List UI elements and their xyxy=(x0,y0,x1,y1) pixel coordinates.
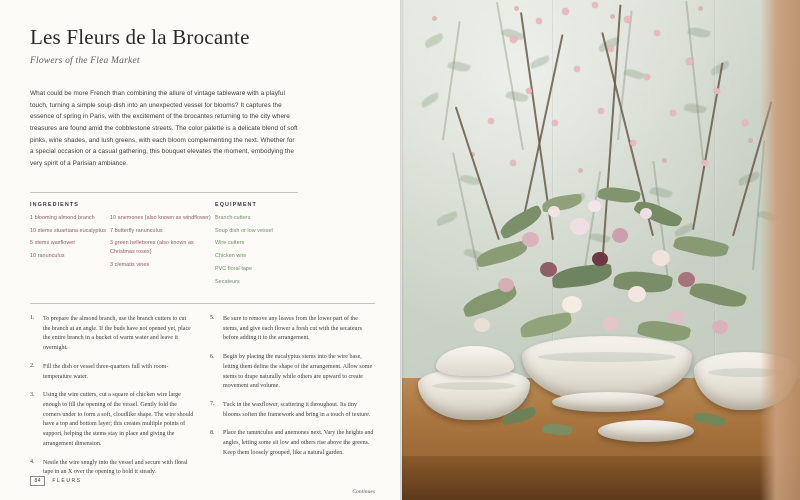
anemone-bloom xyxy=(540,262,557,277)
almond-blossom xyxy=(686,58,693,65)
ingredients-heading: INGREDIENTS xyxy=(30,201,79,208)
list-item: 1 blooming almond branch xyxy=(30,214,95,221)
step-number: 6. xyxy=(210,353,215,360)
ranunculus-bloom xyxy=(602,316,619,331)
instruction-step xyxy=(30,391,194,449)
wallpaper-bud xyxy=(610,14,615,19)
step-text: Place the ranunculus and anemones next. Vary the heights and angles, letting some sit low and others rise above the greens. Keep them loosely grouped, like a natural garden. xyxy=(223,430,374,456)
step-number: 7. xyxy=(210,401,215,408)
ranunculus-bloom xyxy=(570,218,589,235)
list-item: Chicken wire xyxy=(215,253,247,260)
ranunculus-bloom xyxy=(628,286,646,302)
instruction-step xyxy=(210,315,374,344)
right-page-photograph xyxy=(402,0,800,500)
tureen-pattern-band xyxy=(432,382,516,390)
step-text: Nestle the wire snugly into the vessel and secure with floral tape in an X over the opening to hold it steady. xyxy=(43,459,188,476)
instruction-step xyxy=(30,363,194,382)
wallpaper-bud xyxy=(514,6,519,11)
almond-blossom xyxy=(624,16,631,23)
step-number: 1. xyxy=(30,315,35,322)
intro-paragraph: What could be more French than combining the allure of vintage tableware with a playful touch, turning a simple soup dish into an unexpected vessel for blooms? It captures the essence of spring in Paris, with the excitement of the brocantes returning to the city where treasures are found amid the cobblestone streets. The color palette is a delicate blend of soft pinks, wine shades, and lush greens, with each bloom complementing the next. Whether for a special occasion or a casual gathering, this bouquet elevates the moment, embodying the very spirit of a Parisian ambiance. xyxy=(30,90,298,168)
butterfly-ranunculus xyxy=(612,228,628,243)
ranunculus-bloom xyxy=(712,320,728,334)
step-text: Tuck in the waxflower, scattering it throughout. Its tiny blooms soften the framework and bring in a touch of texture. xyxy=(223,401,371,418)
floral-arrangement-photo xyxy=(402,0,800,500)
step-number: 5. xyxy=(210,315,215,322)
almond-blossom xyxy=(592,2,598,8)
wallpaper-bud xyxy=(748,138,753,143)
almond-blossom xyxy=(702,160,708,166)
almond-blossom xyxy=(510,36,517,43)
ranunculus-bloom xyxy=(668,310,684,324)
page-title: Les Fleurs de la Brocante xyxy=(30,25,250,49)
tureen-pedestal xyxy=(552,392,664,412)
waxflower-cluster xyxy=(640,208,652,219)
list-item: Secateurs xyxy=(215,279,240,286)
list-item: 10 anemones (also known as windflower) xyxy=(110,214,211,221)
lists-section xyxy=(30,202,375,291)
step-text: Be sure to remove any leaves from the lower part of the stems, and give each flower a fresh cut with the secateurs before adding it to the arrangement. xyxy=(223,315,362,342)
waxflower-cluster xyxy=(548,206,560,217)
hellebore-bloom xyxy=(474,318,490,332)
step-number: 8. xyxy=(210,429,215,436)
anemone-bloom xyxy=(678,272,695,287)
almond-blossom xyxy=(574,66,580,72)
list-item: 3 clematis vines xyxy=(110,261,150,268)
almond-blossom xyxy=(598,108,604,114)
almond-blossom xyxy=(714,88,720,94)
section-label: FLEURS xyxy=(52,477,82,484)
list-item: PVC floral tape xyxy=(215,266,253,273)
almond-blossom xyxy=(670,110,676,116)
ranunculus-bloom xyxy=(652,250,670,266)
instruction-step xyxy=(210,429,374,458)
ranunculus-bloom xyxy=(498,278,514,292)
almond-blossom xyxy=(608,46,614,52)
step-text: Begin by placing the eucalyptus stems into the wire base, letting them define the shape of the arrangement. Allow some stems to drape naturally while others are upward to create movement and volume. xyxy=(223,354,373,390)
almond-blossom xyxy=(562,8,569,15)
almond-blossom xyxy=(552,120,558,126)
instructions-column-right xyxy=(210,315,374,487)
instructions-column-left xyxy=(30,315,194,487)
almond-blossom xyxy=(630,140,636,146)
list-item: Branch cutters xyxy=(215,214,251,221)
list-item: Soup dish or low vessel xyxy=(215,227,273,234)
divider-top xyxy=(30,192,298,193)
almond-blossom xyxy=(644,74,650,80)
ranunculus-bloom xyxy=(522,232,539,247)
wooden-table-edge xyxy=(402,456,800,500)
vintage-plate xyxy=(598,420,694,442)
step-number: 4. xyxy=(30,459,35,466)
step-number: 3. xyxy=(30,391,35,398)
wallpaper-bud xyxy=(698,6,703,11)
ingredients-column-one xyxy=(30,202,110,291)
anemone-bloom xyxy=(592,252,608,266)
almond-blossom xyxy=(510,160,516,166)
instructions-section xyxy=(30,315,375,487)
tureen-pattern-band xyxy=(538,352,676,362)
list-item: 10 stems stuartiana eucalyptus xyxy=(30,227,106,234)
step-text: Fill the dish or vessel three-quarters full with room-temperature water. xyxy=(43,363,169,380)
divider-bottom xyxy=(30,303,375,304)
almond-blossom xyxy=(526,88,532,94)
equipment-column xyxy=(215,202,335,291)
almond-blossom xyxy=(536,18,542,24)
page-subtitle: Flowers of the Flea Market xyxy=(30,56,140,67)
waxflower-cluster xyxy=(588,200,601,212)
instruction-step xyxy=(210,353,374,392)
wallpaper-bud xyxy=(578,168,583,173)
list-item: 3 green hellebores (also known as Christmas roses) xyxy=(110,240,194,255)
step-text: To prepare the almond branch, use the branch cutters to cut the branch at an angle. If the buds have not opened yet, place the entire branch in a bucket of warm water and leave it overnight. xyxy=(43,315,191,352)
equipment-heading: EQUIPMENT xyxy=(215,201,257,208)
list-item: Wire cutters xyxy=(215,240,245,247)
ingredients-column-two xyxy=(110,202,215,291)
almond-blossom xyxy=(654,30,660,36)
almond-blossom xyxy=(742,120,748,126)
step-text: Using the wire cutters, cut a square of chicken wire large enough to fill the opening of the vessel. Gently fold the corners under to form a soft, cloudlike shape. The wire should have a top and bottom layer; this creates multiple points of support, helping the stems stay in place and giving the arrangement dimension. xyxy=(43,392,194,447)
almond-blossom xyxy=(488,118,494,124)
page-footer xyxy=(30,476,82,487)
step-number: 2. xyxy=(30,363,35,370)
instruction-step xyxy=(210,401,374,420)
list-item: 5 stems waxflower xyxy=(30,240,76,247)
instruction-step xyxy=(30,315,194,354)
curtain-drape xyxy=(760,0,800,500)
hellebore-bloom xyxy=(562,296,582,313)
list-item: 7 butterfly ranunculus xyxy=(110,227,163,234)
wallpaper-bud xyxy=(662,158,667,163)
list-item: 10 ranunculus xyxy=(30,253,65,260)
continues-note: Continues xyxy=(352,489,375,495)
wallpaper-bud xyxy=(432,16,437,21)
folio-number: 84 xyxy=(30,476,45,487)
